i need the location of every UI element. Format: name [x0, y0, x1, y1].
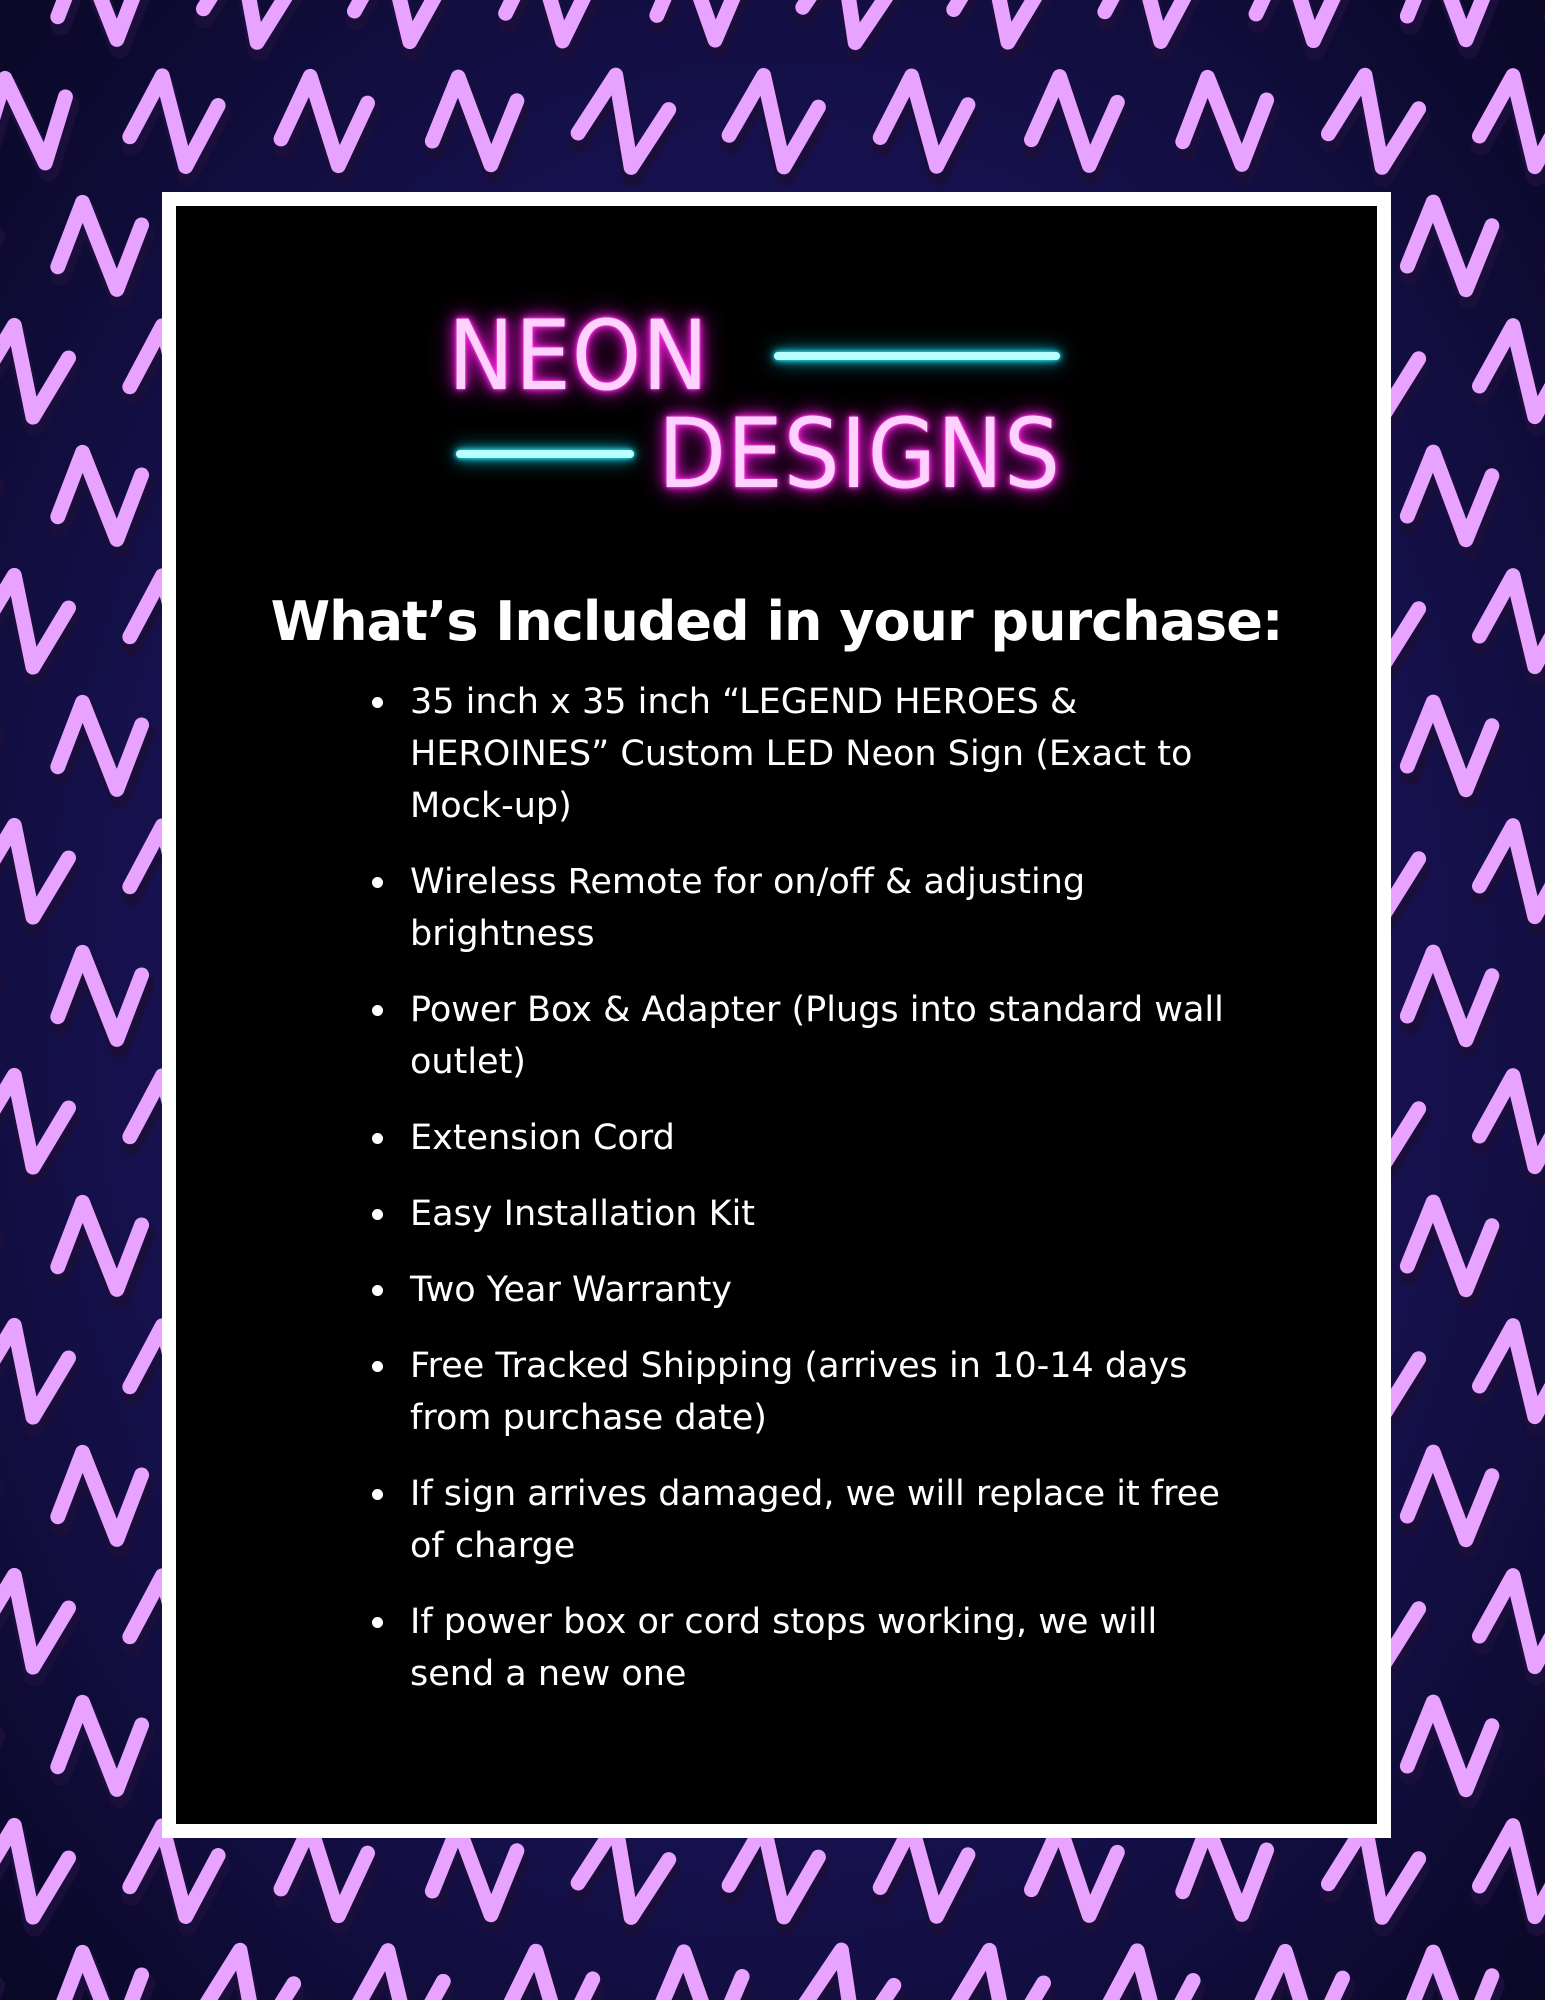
bullet-icon — [372, 1005, 383, 1016]
included-items-list — [370, 676, 1250, 1724]
bullet-icon — [372, 1285, 383, 1296]
page-heading: What’s Included in your purchase: — [270, 590, 1283, 653]
bullet-icon — [372, 1209, 383, 1220]
neon-designs-logo — [440, 298, 1100, 508]
list-item-text: Wireless Remote for on/off & adjusting brightness — [410, 862, 1086, 954]
logo-word-neon: NEON — [448, 300, 710, 412]
list-item-text: If sign arrives damaged, we will replace it free of charge — [410, 1474, 1220, 1566]
list-item-text: Power Box & Adapter (Plugs into standard wall outlet) — [410, 990, 1224, 1082]
logo-word-designs: DESIGNS — [658, 398, 1061, 510]
list-item — [370, 1340, 1250, 1444]
bullet-icon — [372, 1617, 383, 1628]
list-item — [370, 1264, 1250, 1316]
list-item — [370, 676, 1250, 832]
bullet-icon — [372, 1133, 383, 1144]
list-item — [370, 1188, 1250, 1240]
list-item-text: Free Tracked Shipping (arrives in 10-14 days from purchase date) — [410, 1346, 1188, 1438]
list-item — [370, 1596, 1250, 1700]
list-item — [370, 984, 1250, 1088]
list-item-text: 35 inch x 35 inch “LEGEND HEROES & HEROINES” Custom LED Neon Sign (Exact to Mock-up) — [410, 682, 1193, 826]
list-item-text: Extension Cord — [410, 1118, 675, 1158]
list-item-text: Easy Installation Kit — [410, 1194, 756, 1234]
logo-cyan-bar-top — [774, 352, 1060, 360]
bullet-icon — [372, 1361, 383, 1372]
bullet-icon — [372, 877, 383, 888]
logo-cyan-bar-bottom — [456, 450, 634, 458]
list-item-text: If power box or cord stops working, we will send a new one — [410, 1602, 1158, 1694]
list-item — [370, 1112, 1250, 1164]
list-item-text: Two Year Warranty — [410, 1270, 733, 1310]
list-item — [370, 1468, 1250, 1572]
bullet-icon — [372, 697, 383, 708]
bullet-icon — [372, 1489, 383, 1500]
list-item — [370, 856, 1250, 960]
